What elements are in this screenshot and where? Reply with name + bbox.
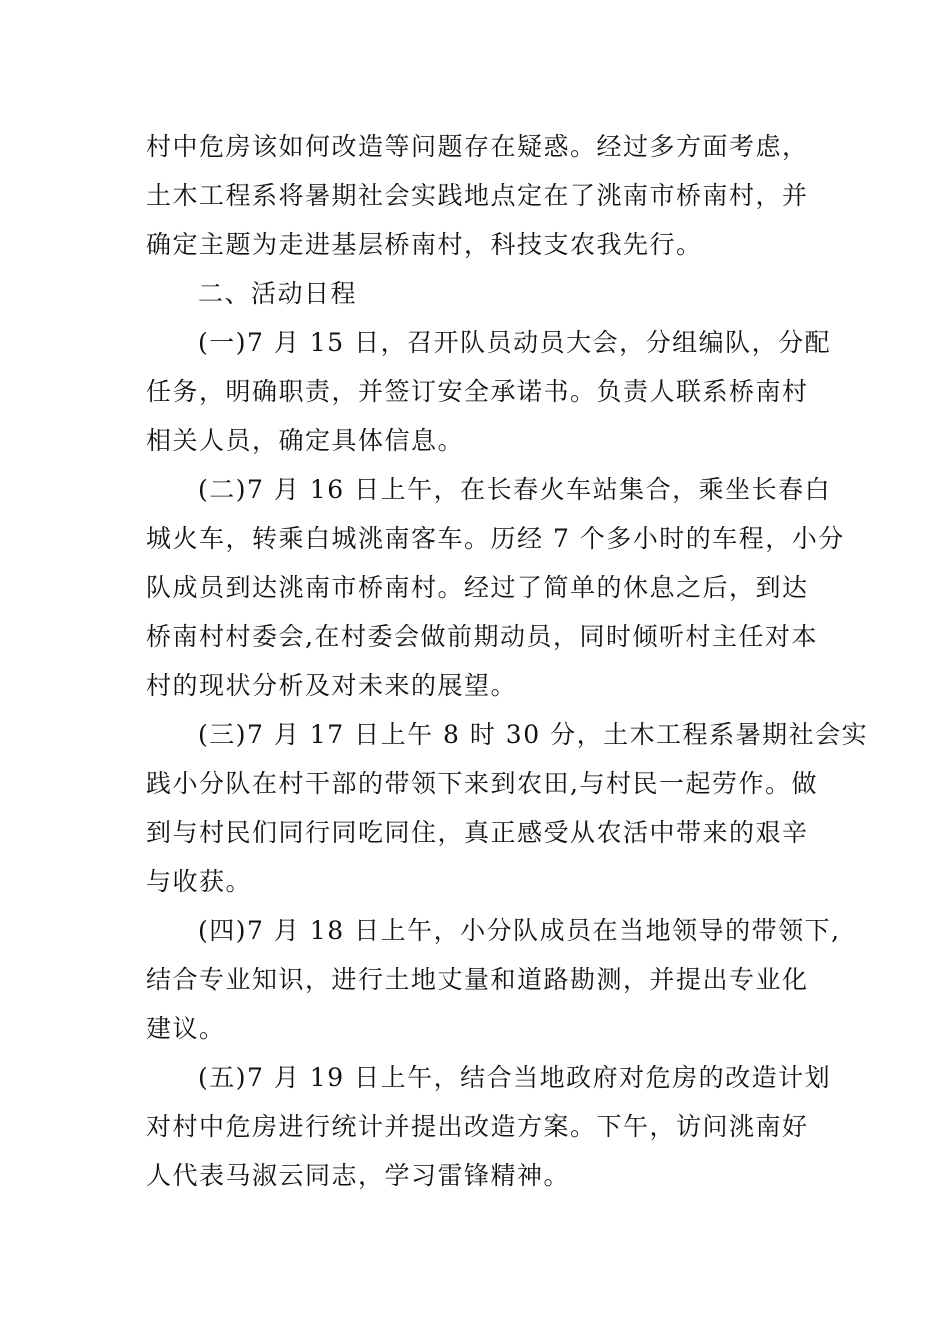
- text-line: (二)7 月 16 日上午，在长春火车站集合，乘坐长春白: [198, 475, 832, 504]
- text-line: 对村中危房进行统计并提出改造方案。下午，访问洮南好: [146, 1112, 809, 1141]
- text-line: 城火车，转乘白城洮南客车。历经 7 个多小时的车程，小分: [146, 524, 845, 553]
- text-line: 相关人员，确定具体信息。: [146, 426, 465, 455]
- text-line: 土木工程系将暑期社会实践地点定在了洮南市桥南村，并: [146, 181, 809, 210]
- text-line: 村的现状分析及对未来的展望。: [146, 671, 518, 700]
- text-line: 到与村民们同行同吃同住，真正感受从农活中带来的艰辛: [146, 818, 809, 847]
- text-line: (一)7 月 15 日，召开队员动员大会，分组编队，分配: [198, 328, 832, 357]
- text-line: 确定主题为走进基层桥南村，科技支农我先行。: [146, 230, 703, 259]
- text-line: (五)7 月 19 日上午，结合当地政府对危房的改造计划: [198, 1063, 832, 1092]
- text-line: 任务，明确职责，并签订安全承诺书。负责人联系桥南村: [146, 377, 809, 406]
- text-line: 二、活动日程: [198, 279, 358, 308]
- text-line: 村中危房该如何改造等问题存在疑惑。经过多方面考虑，: [146, 132, 809, 161]
- document-body: [146, 122, 869, 1200]
- text-line: 桥南村村委会,在村委会做前期动员，同时倾听村主任对本: [146, 622, 818, 651]
- text-line: 队成员到达洮南市桥南村。经过了简单的休息之后，到达: [146, 573, 809, 602]
- text-line: (三)7 月 17 日上午 8 时 30 分，土木工程系暑期社会实: [198, 720, 869, 749]
- text-line: (四)7 月 18 日上午，小分队成员在当地领导的带领下,: [198, 916, 841, 945]
- text-line: 结合专业知识，进行土地丈量和道路勘测，并提出专业化: [146, 965, 809, 994]
- text-line: 践小分队在村干部的带领下来到农田,与村民一起劳作。做: [146, 769, 818, 798]
- text-line: 人代表马淑云同志，学习雷锋精神。: [146, 1161, 571, 1190]
- text-line: 与收获。: [146, 867, 253, 896]
- text-line: 建议。: [146, 1014, 226, 1043]
